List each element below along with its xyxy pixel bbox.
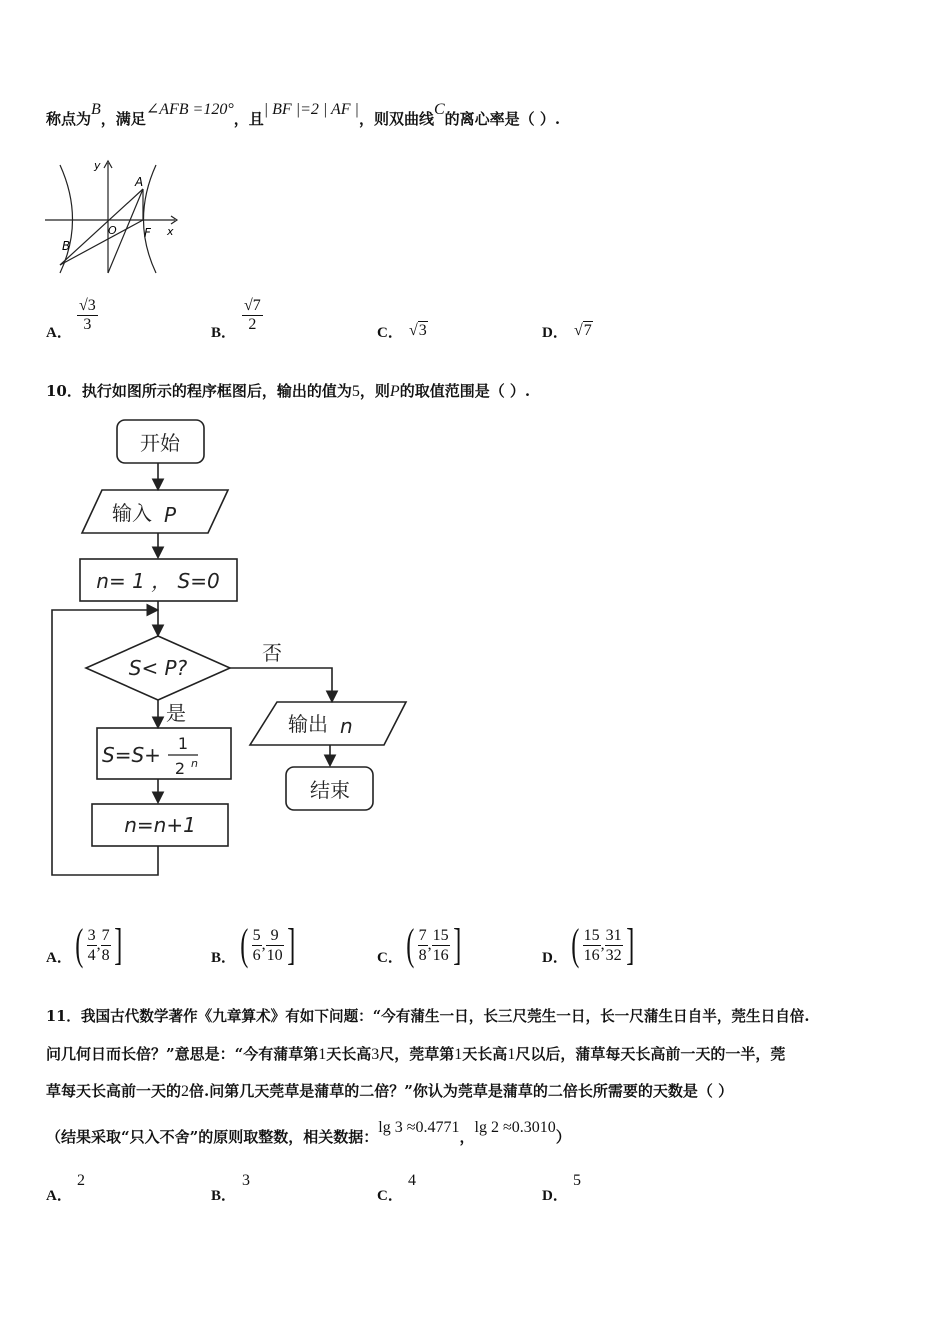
flow-input-var: P [164,503,177,527]
q11-option-d-label[interactable]: D． [542,1188,568,1204]
label-a: A [135,175,144,189]
q11-option-a-label[interactable]: A． [46,1188,72,1204]
q10-option-d-label[interactable]: D． [542,950,568,966]
flow-no-label: 否 [262,641,282,665]
flow-output-box [250,702,406,745]
q11-option-c-value: 4 [408,1172,416,1189]
flow-start-text: 开始 [140,431,180,455]
q10-option-c-label[interactable]: C． [377,950,403,966]
q11-line-4: （结果采取“只入不舍”的原则取整数，相关数据：lg 3 ≈0.4771，lg 2 ≈0.3010） [46,1119,571,1146]
q10-option-c-value: ( $\frac{7}{8}$ , $\frac{15}{16}$ ] [406,920,462,969]
label-f: F [144,226,151,240]
q11-option-a-value: 2 [77,1172,85,1189]
q10-option-b-label[interactable]: B． [211,950,237,966]
flow-arrow-no [230,668,332,700]
q10-option-a-value: ( $\frac{3}{4}$ , $\frac{7}{8}$ ] [75,920,123,969]
flowchart [40,410,420,890]
flow-input-box [82,490,228,533]
label-x: x [167,225,174,238]
flow-yes-label: 是 [166,701,186,725]
q10-stem: 10．执行如图所示的程序框图后，输出的值为5，则P的取值范围是（ ）. [46,382,531,400]
q9-option-c-value: √3 [409,322,427,339]
q10-option-a-label[interactable]: A． [46,950,72,966]
q11-line-2: 问几何日而长倍？”意思是：“今有蒲草第1天长高3尺，莞草第1天长高1尺以后，蒲草每天长高前一天的一半，莞 [46,1045,786,1063]
flow-increment-text: n=n+1 [124,813,196,837]
q9-option-d-label[interactable]: D． [542,325,568,341]
flow-sum-den: 2 [174,759,186,778]
flow-sum-exp: n [191,757,198,770]
q9-option-c-label[interactable]: C． [377,325,403,341]
flow-sum-num: 1 [177,734,189,753]
q9-option-b-value: $\frac{√7}{2}$ [244,297,261,333]
q11-option-b-label[interactable]: B． [211,1188,237,1204]
label-y: y [94,159,101,172]
flow-output-var: n [340,714,353,738]
label-b: B [62,239,71,253]
flow-sum-lhs: S=S+ [102,743,161,767]
flow-end-text: 结束 [310,778,350,802]
q9-option-a-value: $\frac{√3}{3}$ [79,297,96,333]
label-o: O [108,224,117,237]
q9-stem: 称点为B，满足∠AFB =120°，且| BF |=2 | AF |，则双曲线C的离心率是（ ）. [46,101,561,128]
q11-line-3: 草每天长高前一天的2倍.问第几天莞草是蒲草的二倍？”你认为莞草是蒲草的二倍长所需要的天数是（ ） [46,1082,734,1100]
flow-input-text: 输入 [112,501,152,525]
lg2-value: lg 2 ≈0.3010 [474,1119,556,1136]
q10-option-d-value: ( $\frac{15}{16}$ , $\frac{31}{32}$ ] [571,920,635,969]
q11-option-b-value: 3 [242,1172,250,1189]
q11-line-1: 11．我国古代数学著作《九章算术》有如下问题：“今有蒲生一日，长三尺莞生一日，长一尺蒲生日自半，莞生日自倍. [46,1008,810,1025]
q11-option-c-label[interactable]: C． [377,1188,403,1204]
flow-init-text: n= 1 ， S=0 [96,569,220,593]
length-condition: | BF |=2 | AF | [263,101,359,118]
lg3-value: lg 3 ≈0.4771 [378,1119,460,1136]
q11-option-d-value: 5 [573,1172,581,1189]
flow-output-text: 输出 [288,712,328,736]
q9-option-a-label[interactable]: A． [46,325,72,341]
q10-option-b-value: ( $\frac{5}{6}$ , $\frac{9}{10}$ ] [240,920,296,969]
hyperbola-left-branch [60,165,73,273]
q9-option-d-value: √7 [574,322,592,339]
angle-condition: ∠AFB =120° [145,101,234,118]
hyperbola-figure [40,155,190,280]
hyperbola-right-branch [144,165,157,273]
q9-option-b-label[interactable]: B． [211,325,237,341]
flow-decision-text: S< P? [128,656,188,680]
